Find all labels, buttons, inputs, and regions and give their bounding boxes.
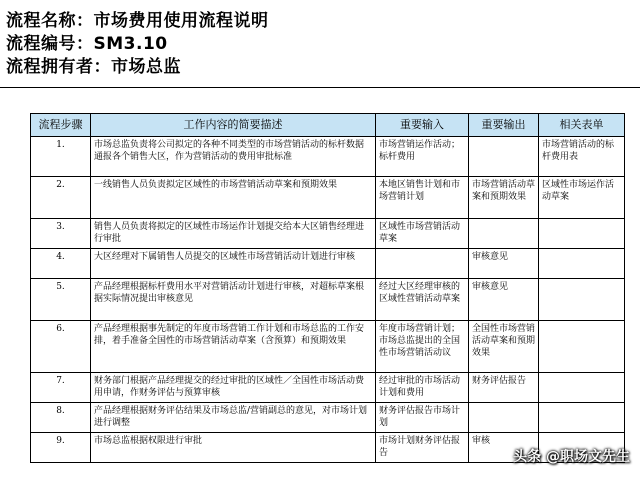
table-row [31,177,625,219]
table-header-row [31,114,625,137]
step-output: 全国性市场营销活动草案和预期效果 [469,321,539,373]
column-header-form: 相关表单 [539,114,625,137]
step-number: 7. [31,373,91,403]
step-output: 审核意见 [469,279,539,321]
step-output: 审核意见 [469,249,539,279]
step-description: 一线销售人员负责拟定区域性的市场营销活动草案和预期效果 [91,177,376,219]
step-number: 5. [31,279,91,321]
process-name: 流程名称：市场费用使用流程说明 [6,11,269,31]
step-form [539,279,625,321]
step-form [539,403,625,433]
step-input: 市场营销运作活动；标杆费用 [376,137,469,177]
document-header [6,10,269,79]
step-input [376,249,469,279]
step-output: 财务评估报告 [469,373,539,403]
step-form [539,219,625,249]
step-input: 经过审批的市场活动计划和费用 [376,373,469,403]
step-number: 9. [31,433,91,463]
table-row [31,137,625,177]
step-output: 审核 [469,433,539,463]
step-input: 财务评估报告市场计划 [376,403,469,433]
step-number: 1. [31,137,91,177]
step-output: 市场营销活动草案和预期效果 [469,177,539,219]
table-row [31,321,625,373]
step-form [539,373,625,403]
column-header-description: 工作内容的简要描述 [91,114,376,137]
step-input: 本地区销售计划和市场营销计划 [376,177,469,219]
step-number: 3. [31,219,91,249]
table-row [31,219,625,249]
step-input: 年度市场营销计划；市场总监提出的全国性市场营销活动议 [376,321,469,373]
table-row [31,373,625,403]
step-number: 6. [31,321,91,373]
process-owner: 流程拥有者：市场总监 [6,57,181,77]
step-output [469,137,539,177]
step-description: 产品经理根据标杆费用水平对营销活动计划进行审核，对超标草案根据实际情况提出审核意见 [91,279,376,321]
step-number: 4. [31,249,91,279]
header-divider [0,87,640,88]
step-description: 市场总监负责将公司拟定的各种不同类型的市场营销活动的标杆数据通报各个销售大区，作为营销活动的费用审批标准 [91,137,376,177]
step-output [469,403,539,433]
column-header-step: 流程步骤 [31,114,91,137]
column-header-output: 重要输出 [469,114,539,137]
step-form: 市场营销活动的标杆费用表 [539,137,625,177]
process-table [30,113,625,463]
step-description: 销售人员负责将拟定的区域性市场运作计划提交给本大区销售经理进行审批 [91,219,376,249]
process-code: 流程编号：SM3.10 [6,34,168,54]
step-description: 产品经理根据财务评估结果及市场总监/营销副总的意见，对市场计划进行调整 [91,403,376,433]
watermark: 头条 @职场文先生 [513,449,630,465]
step-number: 2. [31,177,91,219]
step-number: 8. [31,403,91,433]
step-input: 区域性市场营销活动草案 [376,219,469,249]
step-output [469,219,539,249]
step-form [539,249,625,279]
table-row [31,249,625,279]
step-description: 大区经理对下属销售人员提交的区域性市场营销活动计划进行审核 [91,249,376,279]
step-input: 经过大区经理审核的区域性营销活动草案 [376,279,469,321]
step-form: 区域性市场运作活动草案 [539,177,625,219]
table-row [31,279,625,321]
table-row [31,403,625,433]
step-input: 市场计划财务评估报告 [376,433,469,463]
step-description: 市场总监根据权限进行审批 [91,433,376,463]
step-description: 财务部门根据产品经理提交的经过审批的区域性／全国性市场活动费用申请，作财务评估与预算审核 [91,373,376,403]
step-description: 产品经理根据事先制定的年度市场营销工作计划和市场总监的工作安排，着手准备全国性的市场营销活动草案（含预算）和预期效果 [91,321,376,373]
column-header-input: 重要输入 [376,114,469,137]
step-form [539,321,625,373]
